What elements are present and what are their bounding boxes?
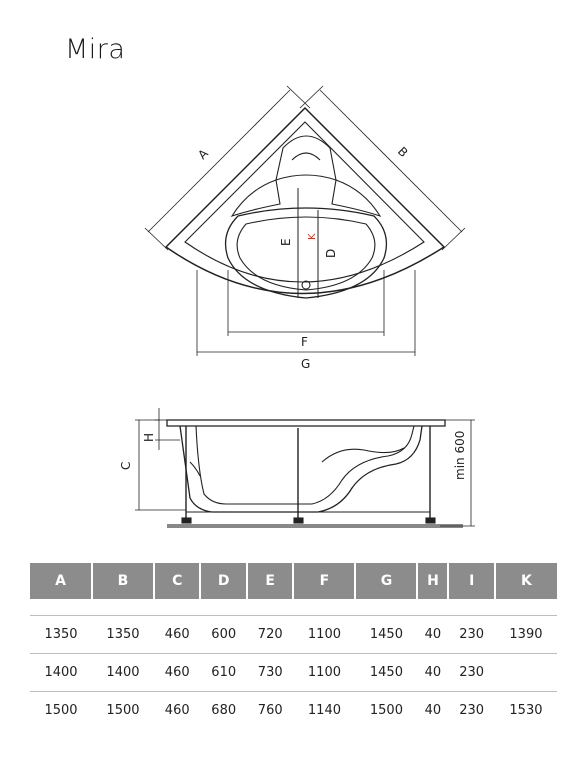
label-a: A [195, 146, 211, 163]
label-d: D [324, 248, 338, 258]
label-g: G [301, 357, 311, 371]
table-cell: 230 [448, 616, 495, 654]
col-header-g: G [355, 563, 417, 599]
label-c: C [119, 461, 133, 470]
table-cell: 460 [154, 654, 201, 692]
col-header-e: E [247, 563, 294, 599]
label-h: H [142, 432, 156, 442]
table-cell: 40 [417, 654, 448, 692]
table-header-row [30, 563, 557, 599]
table-cell: 1400 [30, 654, 92, 692]
label-min-600: min 600 [453, 430, 467, 480]
table-cell: 1500 [30, 692, 92, 730]
col-header-a: A [30, 563, 92, 599]
col-header-c: C [154, 563, 201, 599]
col-header-b: B [92, 563, 154, 599]
table-cell: 230 [448, 654, 495, 692]
table-cell: 1500 [355, 692, 417, 730]
side-view-drawing [135, 408, 475, 528]
col-header-k: K [495, 563, 557, 599]
table-cell: 1350 [30, 616, 92, 654]
table-cell: 1500 [92, 692, 154, 730]
table-cell: 1400 [92, 654, 154, 692]
table-cell: 720 [247, 616, 294, 654]
table-cell: 610 [200, 654, 247, 692]
table-cell: 1450 [355, 654, 417, 692]
label-b: B [394, 144, 411, 160]
table-cell: 1530 [495, 692, 557, 730]
table-cell: 460 [154, 616, 201, 654]
col-header-h: H [417, 563, 448, 599]
col-header-d: D [200, 563, 247, 599]
table-cell: 680 [200, 692, 247, 730]
side-view-labels [119, 431, 467, 480]
col-header-i: I [448, 563, 495, 599]
table-cell [495, 654, 557, 692]
table-cell: 600 [200, 616, 247, 654]
table-cell: 40 [417, 692, 448, 730]
table-spacer [30, 599, 557, 616]
table-row [30, 654, 557, 692]
label-f: F [301, 335, 308, 349]
table-cell: 730 [247, 654, 294, 692]
table-cell: 1350 [92, 616, 154, 654]
table-row [30, 616, 557, 654]
table-cell: 760 [247, 692, 294, 730]
table-cell: 40 [417, 616, 448, 654]
label-k: K [307, 233, 318, 240]
label-e: E [279, 238, 293, 246]
dimensions-table [30, 563, 557, 729]
col-header-f: F [293, 563, 355, 599]
product-title: Mira [65, 34, 126, 65]
table-cell: 1100 [293, 616, 355, 654]
table-cell: 1390 [495, 616, 557, 654]
table-cell: 1450 [355, 616, 417, 654]
table-row [30, 692, 557, 730]
table-cell: 1140 [293, 692, 355, 730]
table-cell: 230 [448, 692, 495, 730]
top-view-drawing [145, 86, 465, 356]
table-cell: 1100 [293, 654, 355, 692]
table-cell: 460 [154, 692, 201, 730]
